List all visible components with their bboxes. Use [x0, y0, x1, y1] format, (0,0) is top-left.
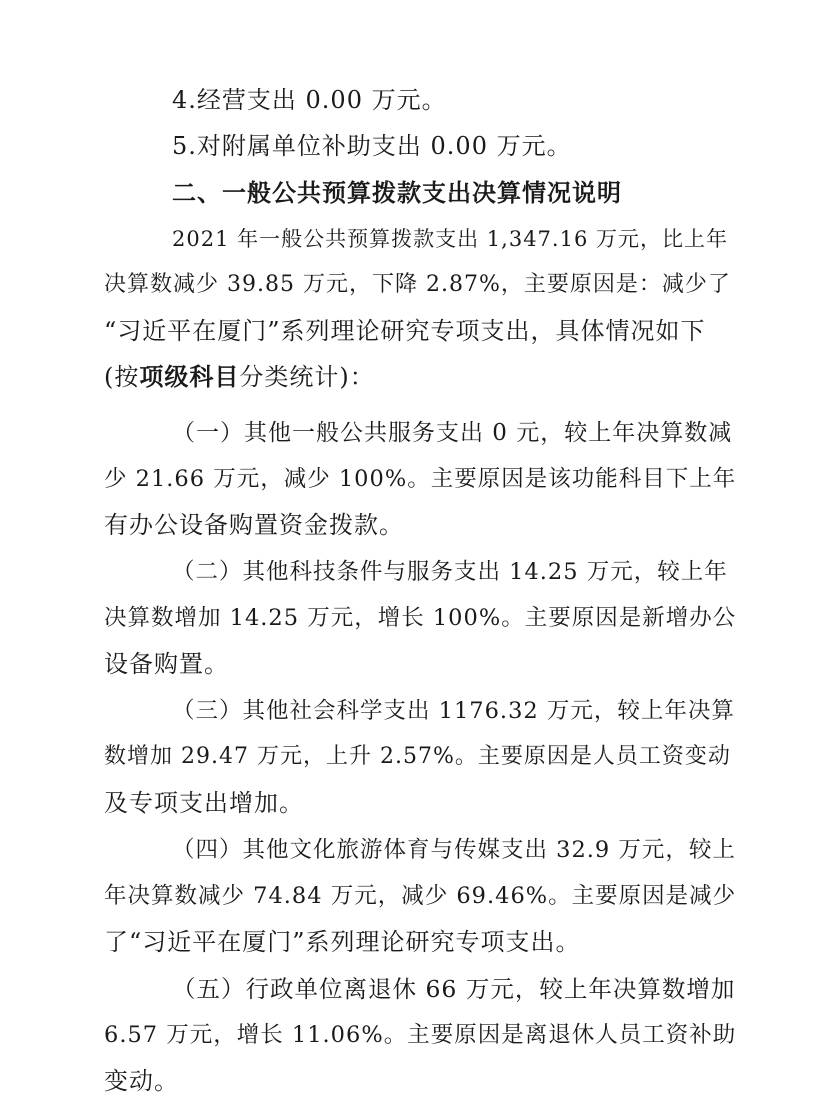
item-1-line-3: 有办公设备购置资金拨款。	[104, 511, 404, 539]
item-3-line-3: 及专项支出增加。	[104, 789, 304, 817]
item-2-line-2: 决算数增加 14.25 万元，增长 100%。主要原因是新增办公	[104, 605, 737, 631]
item-3-line-2: 数增加 29.47 万元，上升 2.57%。主要原因是人员工资变动	[104, 744, 731, 769]
item-level-subject-text: 项级科目	[139, 363, 240, 391]
item-subsidiary-subsidy: 5.对附属单位补助支出 0.00 万元。	[172, 132, 572, 160]
section-heading: 二、一般公共预算拨款支出决算情况说明	[172, 179, 622, 207]
paren-open-text: (按	[104, 363, 140, 391]
item-operating-expenditure: 4.经营支出 0.00 万元。	[172, 86, 447, 114]
item-4-line-2: 年决算数减少 74.84 万元，减少 69.46%。主要原因是减少	[104, 883, 737, 909]
item-4-line-1: （四）其他文化旅游体育与传媒支出 32.9 万元，较上	[172, 837, 736, 863]
item-5-line-3: 变动。	[104, 1067, 179, 1095]
item-1-line-1: （一）其他一般公共服务支出 0 元，较上年决算数减	[172, 420, 733, 446]
item-1-line-2: 少 21.66 万元，减少 100%。主要原因是该功能科目下上年	[104, 466, 737, 492]
paragraph-intro-line-2: 决算数减少 39.85 万元，下降 2.87%，主要原因是：减少了	[104, 272, 731, 297]
paragraph-intro-line-1: 2021 年一般公共预算拨款支出 1,347.16 万元，比上年	[172, 227, 728, 251]
item-3-line-1: （三）其他社会科学支出 1176.32 万元，较上年决算	[172, 698, 735, 724]
category-stat-text: 分类统计)：	[239, 363, 375, 391]
item-5-line-2: 6.57 万元，增长 11.06%。主要原因是离退休人员工资补助	[104, 1022, 737, 1048]
item-4-line-3: 了“习近平在厦门”系列理论研究专项支出。	[104, 928, 581, 956]
item-2-line-1: （二）其他科技条件与服务支出 14.25 万元，较上年	[172, 559, 728, 585]
paragraph-intro-line-3: “习近平在厦门”系列理论研究专项支出，具体情况如下	[104, 317, 706, 345]
item-2-line-3: 设备购置。	[104, 650, 229, 678]
item-5-line-1: （五）行政单位离退休 66 万元，较上年决算数增加	[172, 975, 736, 1003]
paragraph-intro-line-4	[104, 361, 375, 393]
